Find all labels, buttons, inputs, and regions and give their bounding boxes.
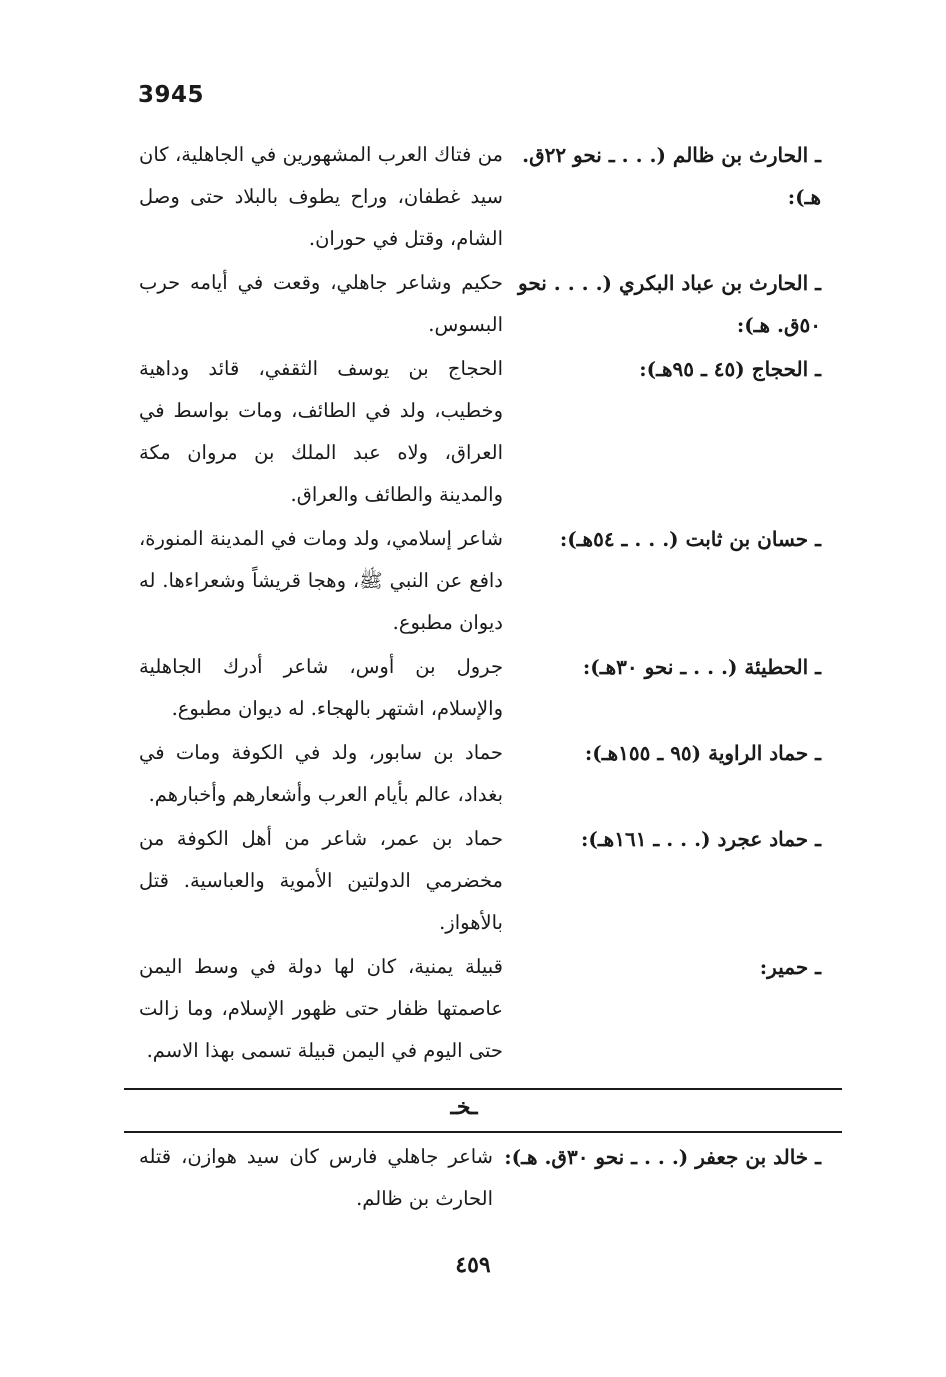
entry-harith-bin-zalim — [135, 134, 825, 260]
entry-term: ـ حسان بن ثابت (. . . ـ ٥٤هـ): — [559, 527, 821, 551]
section-divider-top — [124, 1088, 842, 1090]
entry-description: حماد بن سابور، ولد في الكوفة ومات في بغداد، عالم بأيام العرب وأشعارهم وأخبارهم. — [139, 741, 503, 806]
entry-description: حماد بن عمر، شاعر من أهل الكوفة من مخضرمي الدولتين الأموية والعباسية. قتل بالأهواز. — [139, 827, 503, 934]
entry-hassan-bin-thabit — [135, 518, 825, 644]
page-number-top: 3945 — [138, 82, 205, 108]
entry-description: شاعر جاهلي فارس كان سيد هوازن، قتله الحارث بن ظالم. — [139, 1145, 493, 1210]
entry-term: ـ حماد الراوية (٩٥ ـ ١٥٥هـ): — [584, 741, 821, 765]
entry-description: قبيلة يمنية، كان لها دولة في وسط اليمن عاصمتها ظفار حتى ظهور الإسلام، وما زالت حتى اليوم في اليمن قبيلة تسمى بهذا الاسم. — [139, 955, 503, 1062]
entry-himyar — [135, 946, 825, 1072]
entry-description: شاعر إسلامي، ولد ومات في المدينة المنورة، دافع عن النبي ﷺ، وهجا قريشاً وشعراءها. له ديوان مطبوع. — [139, 527, 503, 634]
page-number-bottom: ٤٥٩ — [455, 1252, 491, 1278]
entry-hajjaj — [135, 348, 825, 516]
entry-description: الحجاج بن يوسف الثقفي، قائد وداهية وخطيب، ولد في الطائف، ومات بواسط في العراق، ولاه عبد الملك بن مروان مكة والمدينة والطائف والعراق. — [139, 357, 503, 506]
entries-list-section-kha — [135, 1136, 825, 1222]
entry-khalid-bin-jafar — [135, 1136, 825, 1220]
section-divider-bottom — [124, 1131, 842, 1133]
entry-term: ـ الحطيئة (. . . ـ نحو ٣٠هـ): — [582, 655, 821, 679]
entry-description: جرول بن أوس، شاعر أدرك الجاهلية والإسلام، اشتهر بالهجاء. له ديوان مطبوع. — [139, 655, 503, 720]
entry-term: ـ الحجاج (٤٥ ـ ٩٥هـ): — [639, 357, 821, 381]
entry-term: ـ الحارث بن ظالم (. . . ـ نحو ٢٢ق. هـ): — [522, 143, 821, 209]
entry-description: حكيم وشاعر جاهلي، وقعت في أيامه حرب البسوس. — [139, 271, 503, 336]
entry-hammad-ajrad — [135, 818, 825, 944]
entry-term: ـ الحارث بن عباد البكري (. . . . نحو ٥٠ق. هـ): — [518, 271, 821, 337]
entry-harith-bin-abbad — [135, 262, 825, 346]
entry-term: ـ حمير: — [759, 955, 821, 979]
entry-hutayah — [135, 646, 825, 730]
entry-hammad-al-rawiya — [135, 732, 825, 816]
entry-term: ـ حماد عجرد (. . . ـ ١٦١هـ): — [580, 827, 821, 851]
entries-list — [135, 134, 825, 1074]
entry-description: من فتاك العرب المشهورين في الجاهلية، كان سيد غطفان، وراح يطوف بالبلاد حتى وصل الشام، وقتل في حوران. — [139, 143, 503, 250]
entry-term: ـ خالد بن جعفر (. . . ـ نحو ٣٠ق. هـ): — [504, 1145, 821, 1169]
section-letter-heading: ـخـ — [450, 1094, 478, 1120]
